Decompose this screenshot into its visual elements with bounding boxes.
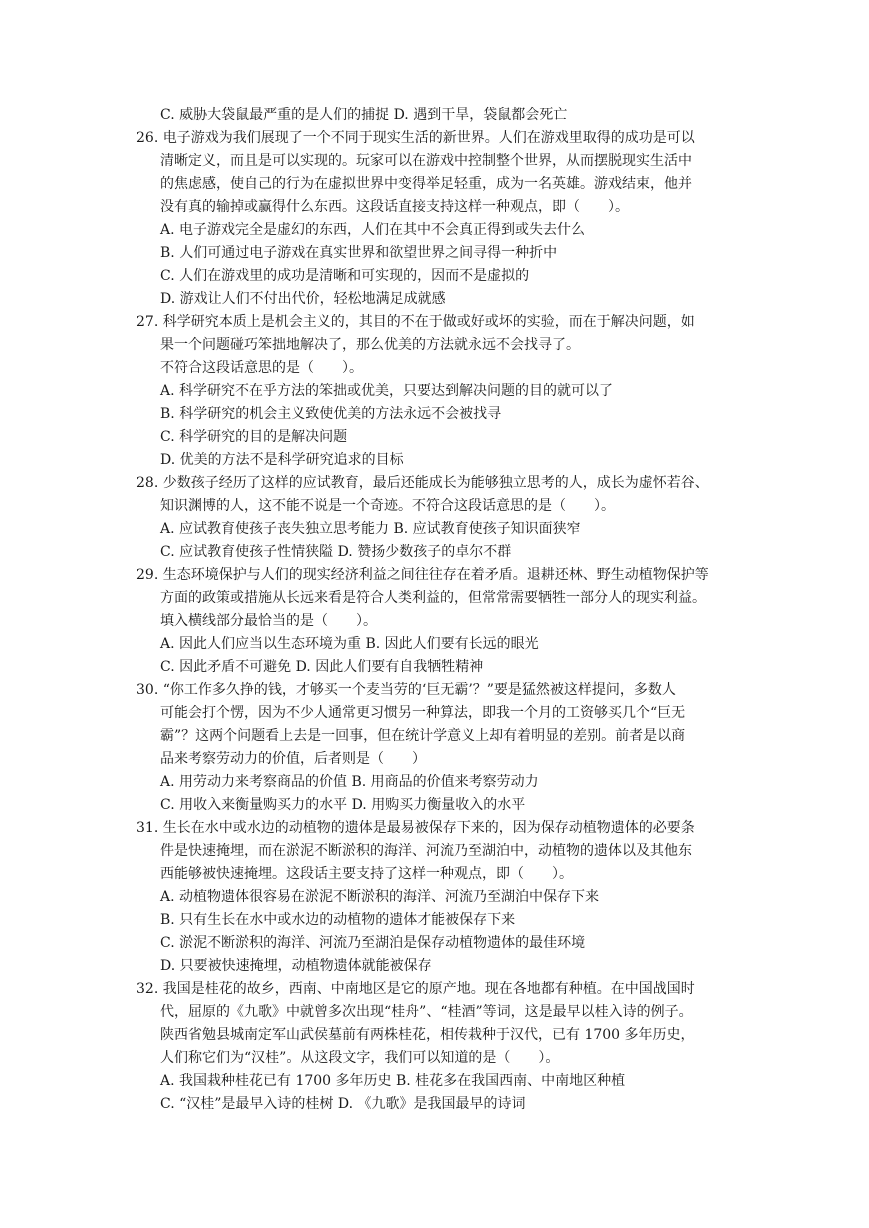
question-text: 陕西省勉县城南定军山武侯墓前有两株桂花，相传栽种于汉代，已有 1700 多年历史， (160, 1027, 695, 1043)
option-line: C. 用收入来衡量购买力的水平 D. 用购买力衡量收入的水平 (160, 797, 526, 813)
question-text: 清晰定义，而且是可以实现的。玩家可以在游戏中控制整个世界，从而摆脱现实生活中 (160, 153, 692, 169)
option-line: A. 因此人们应当以生态环境为重 B. 因此人们要有长远的眼光 (160, 636, 539, 652)
question-text: 人们称它们为“汉桂”。从这段文字，我们可以知道的是（ ）。 (160, 1050, 560, 1066)
option-line: C. 淤泥不断淤积的海洋、河流乃至湖泊是保存动植物遗体的最佳环境 (160, 935, 586, 951)
question-32: 32. 我国是桂花的故乡，西南、中南地区是它的原产地。现在各地都有种植。在中国战国时 (136, 981, 695, 997)
question-30: 30. “你工作多久挣的钱，才够买一个麦当劳的‘巨无霸’？”要是猛然被这样提问，多数人 (136, 682, 676, 698)
option-line: B. 只有生长在水中或水边的动植物的遗体才能被保存下来 (160, 912, 516, 928)
option-line: C. 威胁大袋鼠最严重的是人们的捕捉 D. 遇到干旱，袋鼠都会死亡 (160, 107, 568, 123)
question-text: 西能够被快速掩埋。这段话主要支持了这样一种观点，即（ ）。 (160, 866, 573, 882)
option-line: C. 应试教育使孩子性情狭隘 D. 赞扬少数孩子的卓尔不群 (160, 544, 512, 560)
option-line: A. 应试教育使孩子丧失独立思考能力 B. 应试教育使孩子知识面狭窄 (160, 521, 581, 537)
question-text: 没有真的输掉或赢得什么东西。这段话直接支持这样一种观点，即（ ）。 (160, 199, 629, 215)
question-text: 可能会打个愣，因为不少人通常更习惯另一种算法，即我一个月的工资够买几个“巨无 (160, 705, 686, 721)
option-line: D. 只要被快速掩埋，动植物遗体就能被保存 (160, 958, 432, 974)
question-text: 不符合这段话意思的是（ ）。 (160, 360, 363, 376)
option-line: A. 动植物遗体很容易在淤泥不断淤积的海洋、河流乃至湖泊中保存下来 (160, 889, 600, 905)
question-31: 31. 生长在水中或水边的动植物的遗体是最易被保存下来的，因为保存动植物遗体的必要条 (136, 820, 695, 836)
question-text: 霸”？这两个问题看上去是一回事，但在统计学意义上却有着明显的差别。前者是以商 (160, 728, 686, 744)
question-27: 27. 科学研究本质上是机会主义的，其目的不在于做或好或坏的实验，而在于解决问题，如 (136, 314, 695, 330)
option-line: D. 优美的方法不是科学研究追求的目标 (160, 452, 404, 468)
option-line: A. 用劳动力来考察商品的价值 B. 用商品的价值来考察劳动力 (160, 774, 539, 790)
question-29: 29. 生态环境保护与人们的现实经济利益之间往往存在着矛盾。退耕还林、野生动植物保护等 (136, 567, 709, 583)
question-text: 件是快速掩埋，而在淤泥不断淤积的海洋、河流乃至湖泊中，动植物的遗体以及其他东 (160, 843, 692, 859)
option-line: A. 我国栽种桂花已有 1700 多年历史 B. 桂花多在我国西南、中南地区种植 (160, 1073, 626, 1089)
question-26: 26. 电子游戏为我们展现了一个不同于现实生活的新世界。人们在游戏里取得的成功是可以 (136, 130, 695, 146)
question-text: 代，屈原的《九歌》中就曾多次出现“桂舟”、“桂酒”等词，这是最早以桂入诗的例子。 (160, 1004, 693, 1020)
option-line: C. 科学研究的目的是解决问题 (160, 429, 348, 445)
option-line: C. 因此矛盾不可避免 D. 因此人们要有自我牺牲精神 (160, 659, 484, 675)
option-line: C. “汉桂”是最早入诗的桂树 D. 《九歌》是我国最早的诗词 (160, 1096, 526, 1112)
question-text: 品来考察劳动力的价值，后者则是（ ） (160, 751, 426, 767)
question-text: 果一个问题碰巧笨拙地解决了，那么优美的方法就永远不会找寻了。 (160, 337, 580, 353)
question-text: 的焦虑感，使自己的行为在虚拟世界中变得举足轻重，成为一名英雄。游戏结束，他并 (160, 176, 692, 192)
option-line: D. 游戏让人们不付出代价，轻松地满足成就感 (160, 291, 446, 307)
question-28: 28. 少数孩子经历了这样的应试教育，最后还能成长为能够独立思考的人，成长为虚怀若谷、 (136, 475, 709, 491)
option-line: A. 科学研究不在乎方法的笨拙或优美，只要达到解决问题的目的就可以了 (160, 383, 614, 399)
option-line: B. 科学研究的机会主义致使优美的方法永远不会被找寻 (160, 406, 502, 422)
option-line: C. 人们在游戏里的成功是清晰和可实现的，因而不是虚拟的 (160, 268, 530, 284)
question-text: 方面的政策或措施从长远来看是符合人类利益的，但常常需要牺牲一部分人的现实利益。 (160, 590, 706, 606)
option-line: A. 电子游戏完全是虚幻的东西，人们在其中不会真正得到或失去什么 (160, 222, 586, 238)
option-line: B. 人们可通过电子游戏在真实世界和欲望世界之间寻得一种折中 (160, 245, 558, 261)
question-text: 知识渊博的人，这不能不说是一个奇迹。不符合这段话意思的是（ ）。 (160, 498, 615, 514)
question-text: 填入横线部分最恰当的是（ ）。 (160, 613, 377, 629)
